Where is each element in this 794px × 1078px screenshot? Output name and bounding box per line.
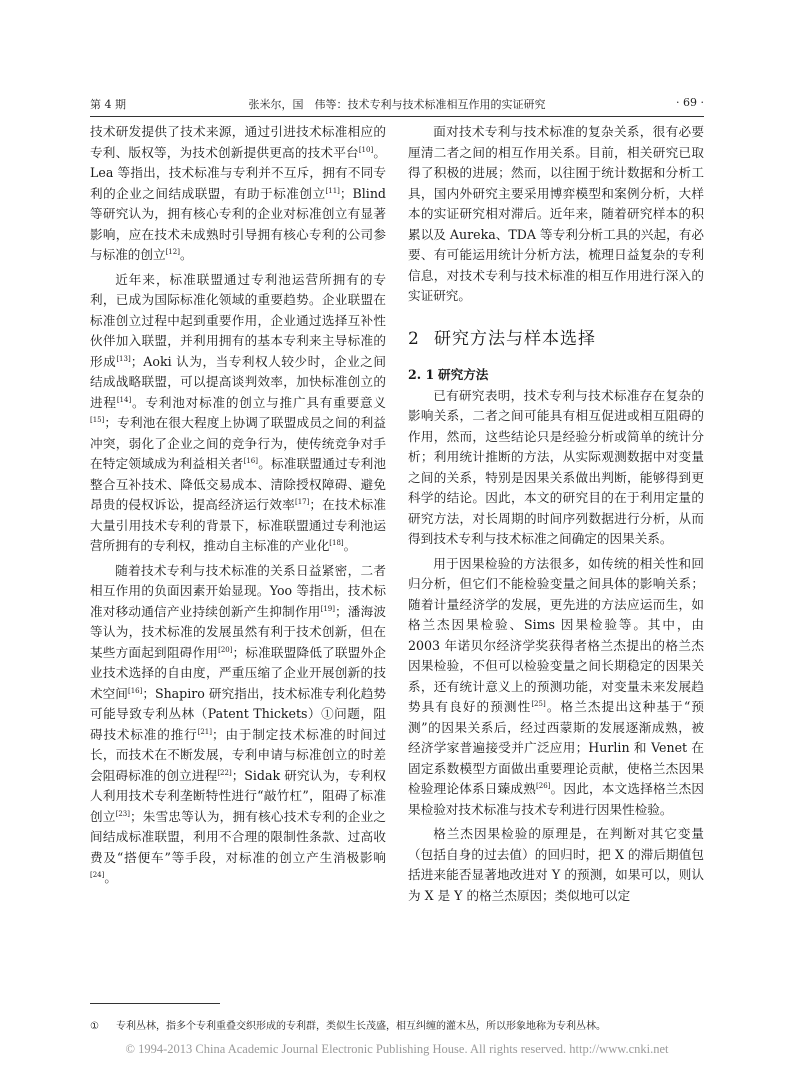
copyright-notice: © 1994-2013 China Academic Journal Electronic Publishing House. All rights reserved. http://www.cnki.net bbox=[125, 1042, 669, 1056]
paragraph bbox=[408, 122, 704, 307]
paragraph bbox=[90, 270, 386, 557]
citation-ref: [14] bbox=[116, 395, 132, 404]
paragraph-text: 。 bbox=[343, 538, 357, 553]
right-column bbox=[408, 122, 704, 906]
citation-ref: [11] bbox=[325, 186, 340, 195]
paragraph bbox=[90, 122, 386, 266]
paragraph-text: 技术研发提供了技术来源，通过引进技术标准相应的专利、版权等，为技术创新提供更高的技术平台 bbox=[90, 124, 386, 160]
paragraph-text: 随着技术专利与技术标准的关系日益紧密，二者相互作用的负面因素开始显现。Yoo 等指出，技术标准对移动通信产业持续创新产生抑制作用 bbox=[90, 562, 386, 619]
section-title: 研究方法与样本选择 bbox=[434, 328, 596, 349]
paragraph-text: 。专利池对标准的创立与推广具有重要意义 bbox=[131, 394, 387, 410]
paragraph-text: 。Lea 等指出，技术标准与专利并不互斥，拥有不同专利的企业之间结成联盟，有助于标准创立 bbox=[90, 144, 387, 201]
citation-ref: [12] bbox=[165, 247, 180, 256]
citation-ref: [10] bbox=[358, 145, 374, 154]
paragraph-text: 。 bbox=[179, 247, 193, 262]
paragraph bbox=[90, 561, 386, 889]
paragraph-text: 面对技术专利与技术标准的复杂关系，很有必要厘清二者之间的相互作用关系。目前，相关研究已取得了积极的进展；然而，以往囿于统计数据和分析工具，国内外研究主要采用博弈模型和案例分析，大样本的实证研究相对滞后。近年来，随着研究样本的积累以及 Aureka、TDA 等专利分析工具的兴起，有必要、有可能运用统计分析方法，梳理日益复杂的专利信息，对技术专利与技术标准的相互作用进行深入的实证研究。 bbox=[408, 124, 704, 303]
footnote-rule bbox=[90, 1003, 220, 1004]
citation-ref: [16] bbox=[127, 686, 143, 695]
paragraph-text: 。因此，本文选择格兰杰因果检验对技术标准与技术专利进行因果性检验。 bbox=[408, 781, 705, 817]
citation-ref: [18] bbox=[329, 538, 344, 547]
left-column bbox=[90, 122, 386, 889]
subsection-title: 研究方法 bbox=[438, 367, 489, 382]
citation-ref: [17] bbox=[294, 497, 310, 506]
subsection-heading bbox=[408, 365, 704, 386]
running-title: 张米尔，国 伟等：技术专利与技术标准相互作用的实证研究 bbox=[248, 98, 546, 111]
section-number: 2 bbox=[408, 328, 420, 349]
paragraph bbox=[408, 554, 704, 821]
paragraph-text: ；由于制定技术标准的时间过长，而技术在不断发展，专利申请与标准创立的时差会阻碍标准的创立进程 bbox=[90, 726, 387, 783]
paragraph-text: ；标准联盟降低了联盟外企业技术选择的自由度，严重压缩了企业开展创新的技术空间 bbox=[90, 644, 387, 701]
paragraph-text: 格兰杰因果检验的原理是，在判断对其它变量（包括自身的过去值）的回归时，把 X 的滞后期值包括进来能否显著地改进对 Y 的预测，如果可以，则认为 X 是 Y 的格兰杰原因；类似地可以定 bbox=[408, 826, 704, 903]
citation-ref: [20] bbox=[218, 645, 233, 654]
issue-number: 第 4 期 bbox=[90, 98, 126, 111]
citation-ref: [21] bbox=[197, 727, 212, 736]
paragraph-text: 。 bbox=[104, 870, 117, 885]
paragraph-text: 。标准联盟通过专利池整合互补技术、降低交易成本、清除授权障碍、避免昂贵的侵权诉讼，提高经济运行效率 bbox=[90, 456, 387, 512]
citation-ref: [13] bbox=[116, 354, 131, 363]
paragraph-text: 。格兰杰提出这种基于“预测”的因果关系后，经过西蒙斯的发展逐渐成熟，被经济学家普遍接受并广泛应用；Hurlin 和 Venet 在固定系数模型方面做出重要理论贡献，使格兰杰因果检验理论体系日臻成熟 bbox=[408, 699, 704, 796]
citation-ref: [22] bbox=[217, 768, 232, 777]
paragraph-text: ；Shapiro 研究指出，技术标准专利化趋势可能导致专利丛林（Patent Thickets）①问题，阻碍技术标准的推行 bbox=[90, 685, 387, 742]
citation-ref: [26] bbox=[536, 781, 551, 790]
paragraph-text: 已有研究表明，技术专利与技术标准存在复杂的影响关系，二者之间可能具有相互促进或相互阻碍的作用，然而，这些结论只是经验分析或简单的统计分析；利用统计推断的方法，从实际观测数据中对变量之间的关系，特别是因果关系做出判断，能够得到更科学的结论。因此，本文的研究目的在于利用定量的研究方法，对长周期的时间序列数据进行分析，从而得到技术专利与技术标准之间确定的因果关系。 bbox=[408, 387, 704, 546]
paragraph bbox=[408, 824, 704, 906]
paragraph-text: ；Aoki 认为，当专利权人较少时，企业之间结成战略联盟，可以提高谈判效率，加快标准创立的进程 bbox=[90, 353, 387, 410]
paragraph bbox=[408, 386, 704, 550]
page-number: · 69 · bbox=[676, 96, 704, 109]
citation-ref: [24] bbox=[90, 870, 105, 879]
paragraph-text: 近年来，标准联盟通过专利池运营所拥有的专利，已成为国际标准化领域的重要趋势。企业联盟在标准创立过程中起到重要作用，企业通过选择互补性伙伴加入联盟，并利用拥有的基本专利来主导标准的形成 bbox=[90, 271, 386, 369]
citation-ref: [23] bbox=[115, 809, 130, 818]
footnote bbox=[90, 1017, 704, 1032]
header-rule bbox=[90, 116, 704, 117]
paragraph-text: ；专利池在很大程度上协调了联盟成员之间的利益冲突，弱化了企业之间的竞争行为，使传统竞争对手在特定领域成为利益相关者 bbox=[90, 415, 386, 471]
citation-ref: [15] bbox=[90, 415, 105, 424]
paragraph-text: 用于因果检验的方法很多，如传统的相关性和回归分析，但它们不能检验变量之间具体的影响关系；随着计量经济学的发展，更先进的方法应运而生，如格兰杰因果检验、Sims 因果检验等。其中，由 2003 年诺贝尔经济学奖获得者格兰杰提出的格兰杰因果检验，不但可以检验变量之间长期稳定的因果关系，还有统计意义上的预测功能，对变量未来发展趋势具有良好的预测性 bbox=[408, 555, 704, 714]
subsection-number: 2. 1 bbox=[408, 367, 435, 382]
citation-ref: [19] bbox=[320, 604, 335, 613]
section-heading bbox=[408, 329, 704, 350]
paragraph-text: ；Sidak 研究认为，专利权人利用技术专利垄断特性进行“敲竹杠”，阻碍了标准创立 bbox=[90, 767, 386, 824]
citation-ref: [25] bbox=[531, 699, 546, 708]
footnote-mark: ① bbox=[90, 1021, 99, 1032]
paragraph-text: ；在技术标准大量引用技术专利的背景下，标准联盟通过专利池运营所拥有的专利权，推动自主标准的产业化 bbox=[90, 497, 387, 553]
citation-ref: [16] bbox=[243, 456, 258, 465]
paragraph-text: ；潘海波等认为，技术标准的发展虽然有利于技术创新，但在某些方面起到阻碍作用 bbox=[90, 603, 387, 660]
paragraph-text: ；Blind 等研究认为，拥有核心专利的企业对标准创立有显著影响，应在技术未成熟时引导拥有核心专利的公司参与标准的创立 bbox=[90, 185, 386, 262]
running-header bbox=[90, 96, 704, 114]
paragraph-text: ；朱雪忠等认为，拥有核心技术专利的企业之间结成标准联盟，利用不合理的限制性条款、过高收费及“搭便车”等手段，对标准的创立产生消极影响 bbox=[90, 808, 387, 865]
footnote-text: 专利丛林，指多个专利重叠交织形成的专利群，类似生长茂盛，相互纠缠的灌木丛，所以形象地称为专利丛林。 bbox=[116, 1021, 606, 1032]
